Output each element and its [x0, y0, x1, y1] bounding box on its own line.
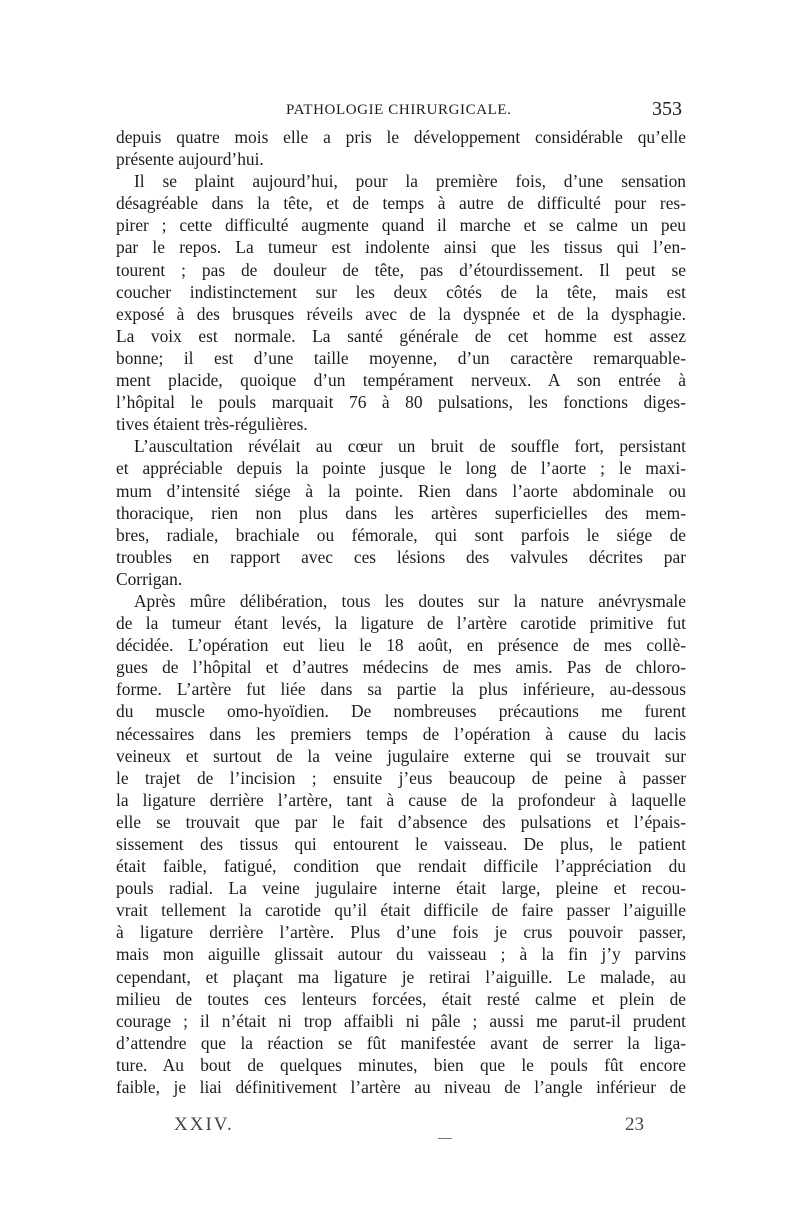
running-head	[118, 98, 686, 124]
text-line: désagréable dans la tête, et de temps à autre de difficulté pour res-	[116, 193, 686, 214]
page-number: 353	[652, 98, 682, 120]
text-line: coucher indistinctement sur les deux côtés de la tête, mais est	[116, 281, 686, 302]
text-line: Corrigan.	[116, 568, 183, 589]
text-line: Il se plaint aujourd’hui, pour la première fois, d’une sensation	[134, 171, 686, 192]
running-title: PATHOLOGIE CHIRURGICALE.	[286, 102, 512, 118]
text-line: bonne; il est d’une taille moyenne, d’un caractère remarquable-	[116, 347, 686, 368]
text-line: d’attendre que la réaction se fût manifestée avant de serrer la liga-	[116, 1032, 686, 1053]
text-line: courage ; il n’était ni trop affaibli ni pâle ; aussi me parut-il prudent	[116, 1010, 686, 1031]
text-line: La voix est normale. La santé générale de cet homme est assez	[116, 325, 686, 346]
text-line: depuis quatre mois elle a pris le développement considérable qu’elle	[116, 127, 686, 147]
text-line: veineux et surtout de la veine jugulaire externe qui se trouvait sur	[116, 745, 686, 766]
text-line: pouls radial. La veine jugulaire interne était large, pleine et recou-	[116, 878, 686, 899]
text-line: décidée. L’opération eut lieu le 18 août, en présence de mes collè-	[116, 635, 686, 656]
text-line: mum d’intensité siége à la pointe. Rien dans l’aorte abdominale ou	[116, 480, 686, 501]
text-line: faible, je liai définitivement l’artère au niveau de l’angle inférieur de	[116, 1077, 686, 1098]
text-line: par le repos. La tumeur est indolente ainsi que les tissus qui l’en-	[116, 237, 686, 258]
body-text	[116, 126, 686, 1098]
footer-dash	[438, 1138, 452, 1139]
text-line: vrait tellement la carotide qu’il était difficile de faire passer l’aiguille	[116, 900, 686, 921]
text-line: pirer ; cette difficulté augmente quand il marche et se calme un peu	[116, 215, 686, 236]
text-line: milieu de toutes ces lenteurs forcées, était resté calme et plein de	[116, 988, 686, 1009]
text-line: bres, radiale, brachiale ou fémorale, qui sont parfois le siége de	[116, 524, 686, 545]
text-line: gues de l’hôpital et d’autres médecins de mes amis. Pas de chloro-	[116, 657, 686, 678]
text-line: présente aujourd’hui.	[116, 149, 264, 170]
text-line: exposé à des brusques réveils avec de la dyspnée et de la dysphagie.	[116, 303, 686, 324]
text-line: forme. L’artère fut liée dans sa partie la plus inférieure, au-dessous	[116, 679, 686, 700]
text-line: ment placide, quoique d’un tempérament nerveux. A son entrée à	[116, 370, 686, 391]
text-line: ture. Au bout de quelques minutes, bien que le pouls fût encore	[116, 1054, 686, 1075]
text-line: du muscle omo-hyoïdien. De nombreuses précautions me furent	[116, 701, 686, 722]
text-line: la ligature derrière l’artère, tant à cause de la profondeur à laquelle	[116, 789, 686, 810]
text-line: tives étaient très-régulières.	[116, 414, 308, 435]
text-line: elle se trouvait que par le fait d’absence des pulsations et l’épais-	[116, 811, 686, 832]
text-line: nécessaires dans les premiers temps de l’opération à cause du lacis	[116, 723, 686, 744]
text-line: L’auscultation révélait au cœur un bruit de souffle fort, persistant	[134, 436, 686, 457]
text-line: mais mon aiguille glissait autour du vaisseau ; à la fin j’y parvins	[116, 944, 686, 965]
text-line: et appréciable depuis la pointe jusque le long de l’aorte ; le maxi-	[116, 458, 686, 479]
text-line: cependant, et plaçant ma ligature je retirai l’aiguille. Le malade, au	[116, 966, 686, 987]
text-line: sissement des tissus qui entourent le vaisseau. De plus, le patient	[116, 834, 686, 854]
text-line: de la tumeur étant levés, la ligature de l’artère carotide primitive fut	[116, 613, 686, 634]
text-line: Après mûre délibération, tous les doutes sur la nature anévrysmale	[134, 590, 686, 611]
page-footer	[174, 1114, 644, 1142]
text-line: troubles en rapport avec ces lésions des valvules décrites par	[116, 546, 686, 567]
text-line: à ligature derrière l’artère. Plus d’une fois je crus pouvoir passer,	[116, 922, 686, 943]
signature-mark: XXIV.	[174, 1114, 234, 1135]
text-line: le trajet de l’incision ; ensuite j’eus beaucoup de peine à passer	[116, 767, 686, 788]
text-line: était faible, fatigué, condition que rendait difficile l’appréciation du	[116, 856, 686, 877]
text-line: l’hôpital le pouls marquait 76 à 80 pulsations, les fonctions diges-	[116, 392, 686, 413]
sheet-number: 23	[625, 1114, 644, 1135]
text-line: tourent ; pas de douleur de tête, pas d’étourdissement. Il peut se	[116, 259, 686, 280]
text-line: thoracique, rien non plus dans les artères superficielles des mem-	[116, 502, 686, 523]
